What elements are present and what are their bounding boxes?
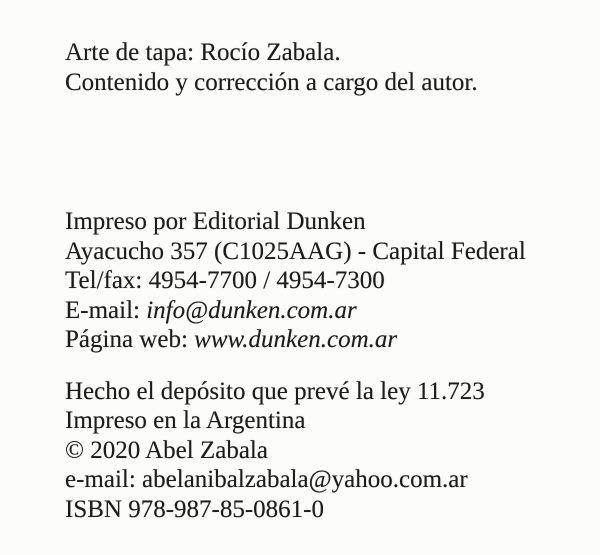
printer-phone-line: Tel/fax: 4954-7700 / 4954-7300 <box>65 267 385 294</box>
isbn-line: ISBN 978-987-85-0861-0 <box>65 495 325 523</box>
copyright-line: © 2020 Abel Zabala <box>65 436 268 464</box>
legal-deposit-line: Hecho el depósito que prevé la ley 11.723 <box>65 377 485 405</box>
content-correction-credit-line: Contenido y corrección a cargo del autor. <box>65 68 478 96</box>
email-label: E-mail: <box>65 296 147 324</box>
printer-info-block <box>65 207 580 355</box>
credits-block <box>65 38 580 97</box>
cover-art-credit-line: Arte de tapa: Rocío Zabala. <box>65 39 341 66</box>
printer-name-line: Impreso por Editorial Dunken <box>65 208 366 235</box>
email-address: info@dunken.com.ar <box>146 296 357 324</box>
author-email-line: e-mail: abelanibalzabala@yahoo.com.ar <box>65 466 468 493</box>
legal-info-block <box>65 377 580 525</box>
website-url: www.dunken.com.ar <box>194 326 398 353</box>
website-label: Página web: <box>65 326 195 353</box>
printer-email-line <box>65 296 580 326</box>
printer-address-line: Ayacucho 357 (C1025AAG) - Capital Federal <box>65 237 526 265</box>
printed-in-line: Impreso en la Argentina <box>65 407 306 434</box>
printer-website-line <box>65 325 580 355</box>
